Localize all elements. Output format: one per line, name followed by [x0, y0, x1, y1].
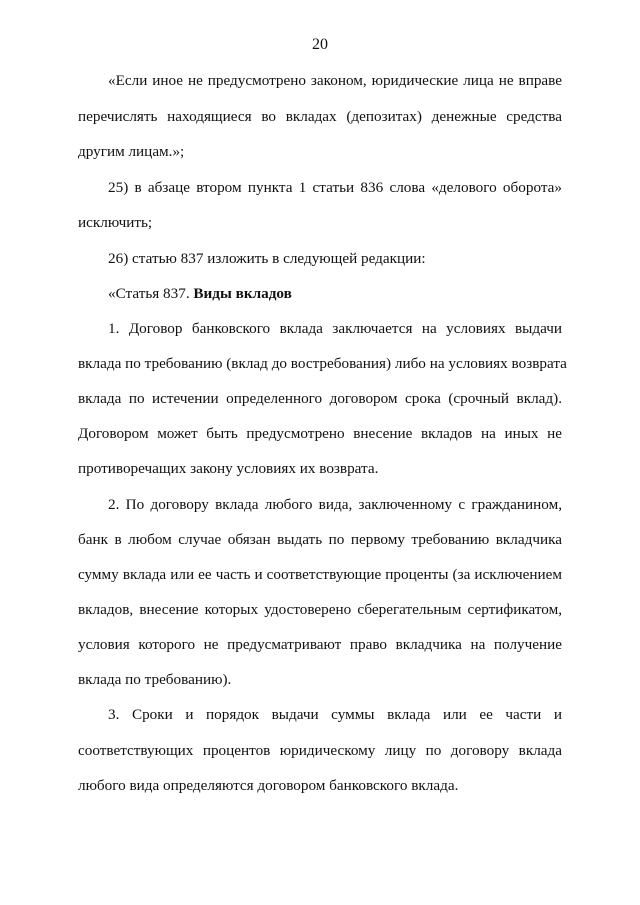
text-line: соответствующих процентов юридическому лицу по договору вклада — [78, 742, 562, 759]
text-line: вклада по истечении определенного договором срока (срочный вклад). — [78, 390, 562, 407]
text-line: банк в любом случае обязан выдать по первому требованию вкладчика — [78, 531, 562, 548]
text-line: любого вида определяются договором банковского вклада. — [78, 777, 459, 794]
page-number: 20 — [312, 36, 328, 53]
text-line: 3. Сроки и порядок выдачи суммы вклада или ее части и — [108, 706, 562, 723]
text-line: перечислять находящиеся во вкладах (депозитах) денежные средства — [78, 108, 562, 125]
text-line: исключить; — [78, 214, 153, 231]
text-line: Договором может быть предусмотрено внесение вкладов на иных не — [78, 425, 562, 442]
text-line: 25) в абзаце втором пункта 1 статьи 836 слова «делового оборота» — [108, 179, 562, 196]
article-heading-title: Виды вкладов — [193, 285, 292, 302]
article-heading — [78, 277, 562, 311]
text-line: условия которого не предусматривают право вкладчика на получение — [78, 636, 562, 653]
text-line: вкладов, внесение которых удостоверено сберегательным сертификатом, — [78, 601, 562, 618]
text-line: сумму вклада или ее часть и соответствующие проценты (за исключением — [78, 566, 562, 583]
text-line: другим лицам.»; — [78, 143, 185, 160]
text-line: 26) статью 837 изложить в следующей редакции: — [108, 250, 426, 267]
text-line: вклада по требованию). — [78, 671, 232, 688]
text-line: «Если иное не предусмотрено законом, юридические лица не вправе — [108, 72, 562, 89]
text-line: 1. Договор банковского вклада заключается на условиях выдачи — [108, 320, 562, 337]
text-line: вклада по требованию (вклад до востребования) либо на условиях возврата — [78, 355, 567, 372]
text-line: противоречащих закону условиях их возврата. — [78, 460, 379, 477]
text-line: 2. По договору вклада любого вида, заключенному с гражданином, — [108, 496, 562, 513]
article-heading-prefix: «Статья 837. — [108, 285, 194, 302]
